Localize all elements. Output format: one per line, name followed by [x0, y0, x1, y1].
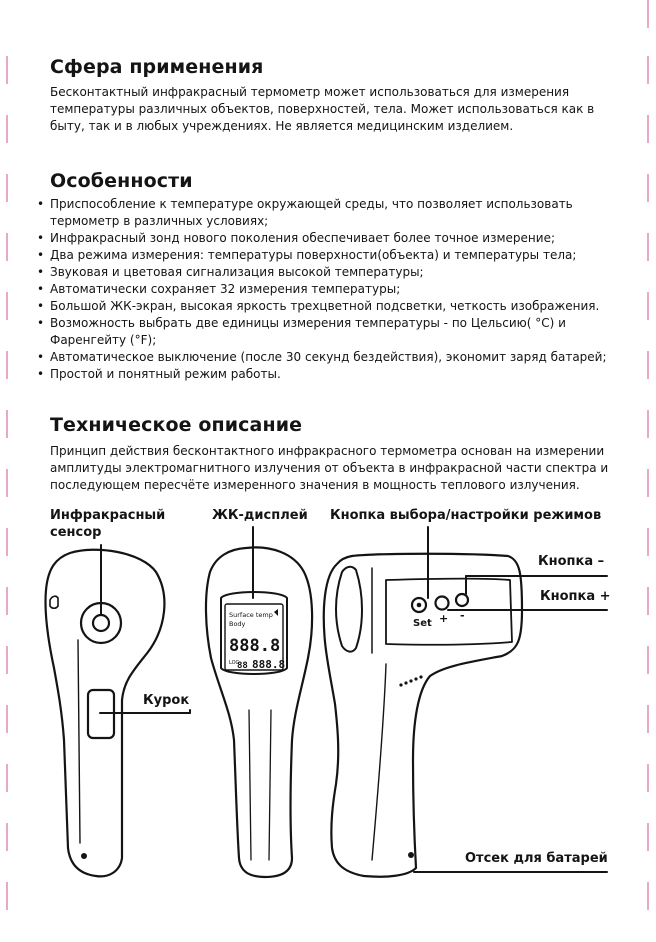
- label-battery-compartment: Отсек для батарей: [465, 851, 608, 866]
- features-heading: Особенности: [50, 170, 193, 192]
- label-minus-button: Кнопка –: [538, 554, 605, 569]
- application-text: Бесконтактный инфракрасный термометр может использоваться для измерения температуры различных объектов, поверхностей, тела. Может использоваться как в быту, так и в любых учреждениях. Не является медицинским изделием.: [50, 85, 595, 133]
- feature-item: • Инфракрасный зонд нового поколения обеспечивает более точное измерение;: [34, 230, 634, 247]
- plus-button: [436, 597, 449, 610]
- thermometer-back-view: [206, 547, 312, 877]
- lcd-mode-surface: Surface temp: [229, 611, 273, 619]
- infrared-sensor-lens-icon: [93, 615, 109, 631]
- feature-item: • Два режима измерения: температуры поверхности(объекта) и температуры тела;: [34, 247, 634, 264]
- feature-item: • Возможность выбрать две единицы измерения температуры - по Цельсию( °С) и Фаренгейту (°F);: [34, 315, 634, 349]
- thermometer-side-view: [324, 554, 522, 877]
- label-infrared-sensor: Инфракрасный сенсор: [50, 508, 166, 540]
- lcd-digits-log: 888.8: [252, 658, 286, 671]
- feature-item: • Звуковая и цветовая сигнализация высокой температуры;: [34, 264, 634, 281]
- label-lcd-display: ЖК-дисплей: [212, 508, 308, 523]
- feature-item: • Автоматически сохраняет 32 измерения температуры;: [34, 281, 634, 298]
- technical-text: Принцип действия бесконтактного инфракрасного термометра основан на измерении амплитуды электромагнитного излучения от объекта в инфракрасной части спектра и последующем пересчёте измеренного значения в мощность теплового излучения.: [50, 444, 609, 492]
- speaker-holes-icon: [399, 675, 422, 686]
- application-heading: Сфера применения: [50, 56, 264, 78]
- feature-item: • Автоматическое выключение (после 30 секунд бездействия), экономит заряд батарей;: [34, 349, 634, 366]
- lcd-mode-body: Body: [229, 620, 246, 628]
- lcd-log: LOG: [229, 660, 240, 666]
- leader-lines: [100, 527, 607, 872]
- label-mode-button: Кнопка выбора/настройки режимов: [330, 508, 602, 523]
- technical-heading: Техническое описание: [50, 414, 303, 436]
- label-trigger: Курок: [143, 693, 190, 708]
- lcd-digits-main: 888.8: [229, 636, 281, 656]
- minus-button-label: -: [460, 609, 465, 622]
- feature-item: • Простой и понятный режим работы.: [34, 366, 634, 383]
- minus-button: [456, 594, 468, 606]
- set-button-label: Set: [413, 618, 432, 629]
- feature-item: • Большой ЖК-экран, высокая яркость трехцветной подсветки, четкость изображения.: [34, 298, 634, 315]
- plus-button-label: +: [439, 612, 449, 625]
- feature-item: • Приспособление к температуре окружающей среды, что позволяет использовать термометр в различных условиях;: [34, 196, 634, 230]
- label-plus-button: Кнопка +: [540, 589, 611, 604]
- lcd-digits-small: 88: [237, 661, 248, 671]
